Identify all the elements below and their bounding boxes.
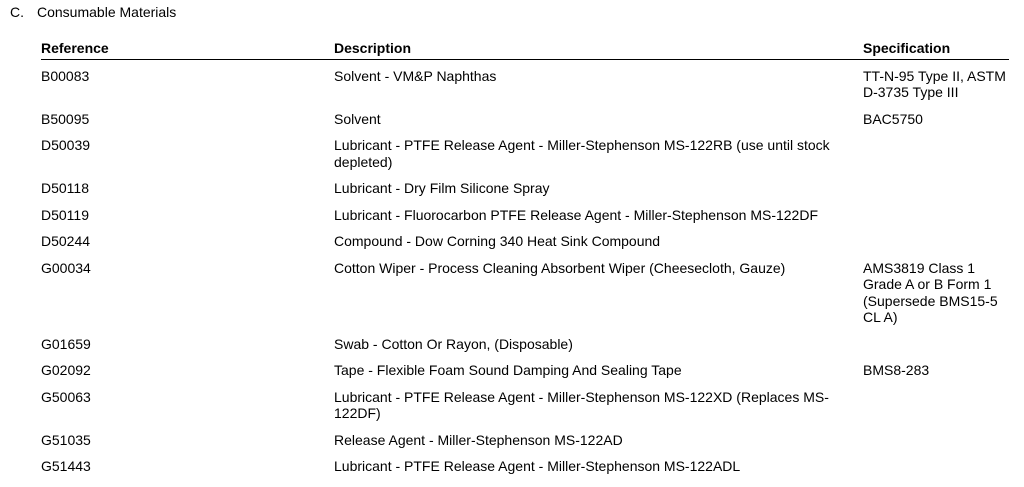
cell-reference: G51035 [41,431,91,448]
cell-description: Lubricant - PTFE Release Agent - Miller-Stephenson MS-122ADL [334,458,741,474]
cell-description: Lubricant - PTFE Release Agent - Miller-Stephenson MS-122RB (use until stock depleted) [334,137,830,170]
cell-description: Swab - Cotton Or Rayon, (Disposable) [334,335,573,352]
section-heading [10,4,176,20]
cell-reference: B00083 [41,67,90,84]
section-title: Consumable Materials [37,4,177,20]
cell-description: Lubricant - PTFE Release Agent - Miller-Stephenson MS-122XD (Replaces MS-122DF) [334,388,829,421]
cell-specification: AMS3819 Class 1 Grade A or B Form 1 (Supersede BMS15-5 CL A) [863,259,998,325]
header-specification: Specification [863,40,1009,59]
cell-specification: BAC5750 [863,110,923,127]
table-row [41,449,1009,476]
cell-description: Lubricant - Fluorocarbon PTFE Release Agent - Miller-Stephenson MS-122DF [334,206,818,223]
cell-specification [863,224,1009,251]
table-row [41,198,1009,225]
table-row [41,59,1009,102]
cell-specification [863,171,1009,198]
cell-specification [863,128,1009,171]
table-row [41,224,1009,251]
section-letter: C. [10,4,24,20]
cell-description: Compound - Dow Corning 340 Heat Sink Compound [334,233,661,249]
consumable-materials-table [41,40,1009,476]
cell-reference: G01659 [41,335,91,352]
table-row [41,128,1009,171]
cell-description: Lubricant - Dry Film Silicone Spray [334,180,550,196]
cell-specification: BMS8-283 [863,362,930,378]
cell-reference: D50119 [41,206,90,223]
header-reference: Reference [41,40,334,59]
cell-description: Solvent - VM&P Naphthas [334,67,497,84]
table-header-row [41,40,1009,59]
cell-reference: B50095 [41,110,90,127]
table-row [41,102,1009,129]
table-row [41,353,1009,380]
cell-reference: G02092 [41,362,91,378]
cell-reference: D50039 [41,137,91,153]
cell-reference: G50063 [41,388,91,405]
cell-reference: D50244 [41,233,91,249]
cell-description: Solvent [334,110,381,127]
cell-reference: G00034 [41,259,91,276]
cell-specification: TT-N-95 Type II, ASTM D-3735 Type III [863,67,1006,100]
cell-specification [863,198,1009,225]
cell-specification [863,449,1009,476]
table-row [41,423,1009,450]
table-row [41,380,1009,423]
cell-description: Tape - Flexible Foam Sound Damping And Sealing Tape [334,362,682,378]
header-description: Description [334,40,863,59]
cell-specification [863,380,1009,423]
table-row [41,251,1009,327]
cell-reference: G51443 [41,458,91,474]
cell-description: Release Agent - Miller-Stephenson MS-122AD [334,431,623,448]
table-row [41,171,1009,198]
cell-reference: D50118 [41,180,90,196]
cell-specification [863,327,1009,354]
cell-specification [863,423,1009,450]
cell-description: Cotton Wiper - Process Cleaning Absorbent Wiper (Cheesecloth, Gauze) [334,259,786,276]
table-row [41,327,1009,354]
